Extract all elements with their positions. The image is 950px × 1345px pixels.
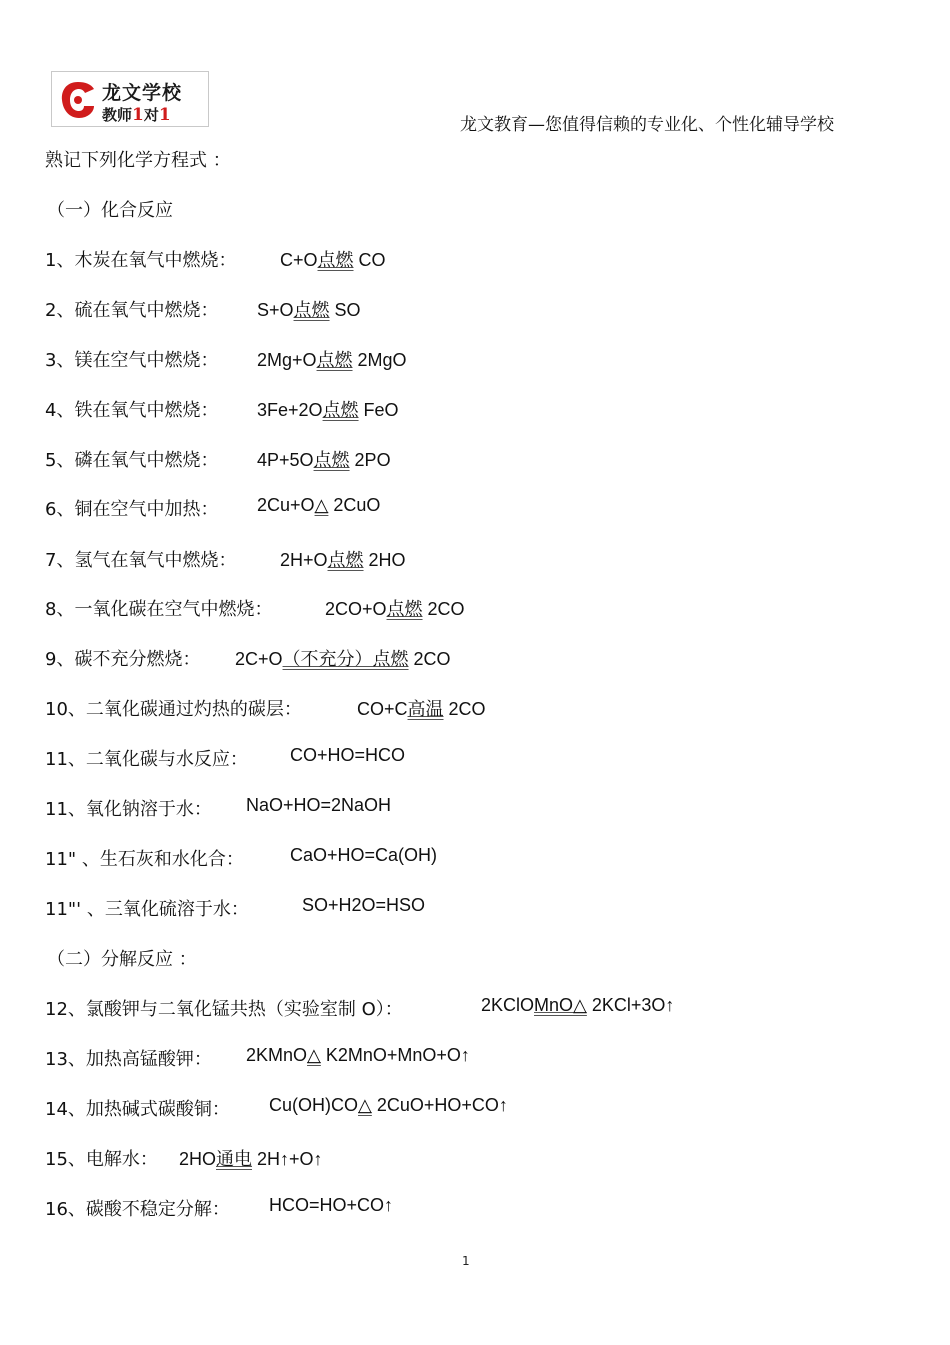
equation-row (45, 546, 406, 572)
equation-formula: 2C+O（不充分）点燃 2CO (235, 649, 451, 669)
header-slogan: 龙文教育—您值得信赖的专业化、个性化辅导学校 (460, 115, 834, 135)
equation-label: 5、磷在氧气中燃烧： (45, 450, 219, 471)
logo-subtitle: 教师1对1 (102, 105, 171, 125)
equation-label: 2、硫在氧气中燃烧： (45, 300, 219, 321)
equation-label: 14、加热碱式碳酸铜： (45, 1099, 230, 1120)
equation-formula: 2HO通电 2H↑+O↑ (179, 1149, 323, 1169)
equation-formula: 4P+5O点燃 2PO (257, 450, 391, 470)
equation-label: 6、铜在空气中加热： (45, 499, 219, 520)
section-heading-combination: （一）化合反应 (47, 200, 173, 221)
equation-formula: CO+HO=HCO (290, 745, 406, 765)
equation-label: 10、二氧化碳通过灼热的碳层： (45, 699, 302, 720)
equation-formula: SO+H2O=HSO (302, 895, 426, 915)
equation-row (45, 396, 399, 422)
equation-label: 9、碳不充分燃烧： (45, 649, 201, 670)
equation-row (45, 595, 465, 621)
section-heading-decomposition: （二）分解反应 ： (47, 949, 197, 970)
equation-label: 8、一氧化碳在空气中燃烧： (45, 599, 273, 620)
equation-row (45, 995, 675, 1021)
equation-row (45, 895, 426, 921)
equation-formula: 2Cu+O△ 2CuO (257, 495, 381, 515)
equation-row (45, 346, 407, 372)
equation-formula: S+O点燃 SO (257, 300, 361, 320)
equation-row (45, 1045, 470, 1071)
equation-row (45, 1095, 508, 1121)
equation-label: 11"' 、三氧化硫溶于水： (45, 899, 249, 920)
equation-formula: CaO+HO=Ca(OH) (290, 845, 438, 865)
equation-label: 11" 、生石灰和水化合： (45, 849, 244, 870)
equation-formula: 2KMnO△ K2MnO+MnO+O↑ (246, 1045, 470, 1065)
equation-row (45, 1145, 323, 1171)
equation-formula: 2Mg+O点燃 2MgO (257, 350, 407, 370)
equation-row (45, 745, 406, 771)
equation-label: 11、二氧化碳与水反应： (45, 749, 248, 770)
equation-row (45, 1195, 394, 1221)
equation-formula: HCO=HO+CO↑ (269, 1195, 394, 1215)
equation-label: 12、氯酸钾与二氧化锰共热（实验室制 O）： (45, 999, 403, 1020)
equation-formula: NaO+HO=2NaOH (246, 795, 392, 815)
equation-label: 13、加热高锰酸钾： (45, 1049, 212, 1070)
equation-formula: CO+C高温 2CO (357, 699, 486, 719)
equation-label: 11、氧化钠溶于水： (45, 799, 212, 820)
equation-row (45, 296, 361, 322)
equation-row (45, 695, 486, 721)
equation-formula: 3Fe+2O点燃 FeO (257, 400, 399, 420)
equation-formula: 2CO+O点燃 2CO (325, 599, 465, 619)
equation-label: 4、铁在氧气中燃烧： (45, 400, 219, 421)
equation-row (45, 845, 438, 871)
page-title: 熟记下列化学方程式 ： (45, 150, 231, 171)
equation-row (45, 446, 391, 472)
equation-row (45, 645, 451, 671)
equation-row (45, 495, 381, 521)
logo-mark-icon (58, 79, 98, 121)
equation-label: 1、木炭在氧气中燃烧： (45, 250, 237, 271)
equation-row (45, 246, 386, 272)
equation-formula: Cu(OH)CO△ 2CuO+HO+CO↑ (269, 1095, 508, 1115)
equation-formula: 2KClOMnO△ 2KCl+3O↑ (481, 995, 675, 1015)
equation-formula: 2H+O点燃 2HO (280, 550, 406, 570)
equation-label: 16、碳酸不稳定分解： (45, 1199, 230, 1220)
equation-label: 3、镁在空气中燃烧： (45, 350, 219, 371)
equation-label: 15、电解水： (45, 1149, 158, 1170)
equation-row (45, 795, 392, 821)
equation-formula: C+O点燃 CO (280, 250, 386, 270)
school-logo (51, 71, 209, 127)
page-number: 1 (462, 1254, 470, 1268)
logo-title: 龙文学校 (102, 82, 183, 104)
equation-label: 7、氢气在氧气中燃烧： (45, 550, 237, 571)
